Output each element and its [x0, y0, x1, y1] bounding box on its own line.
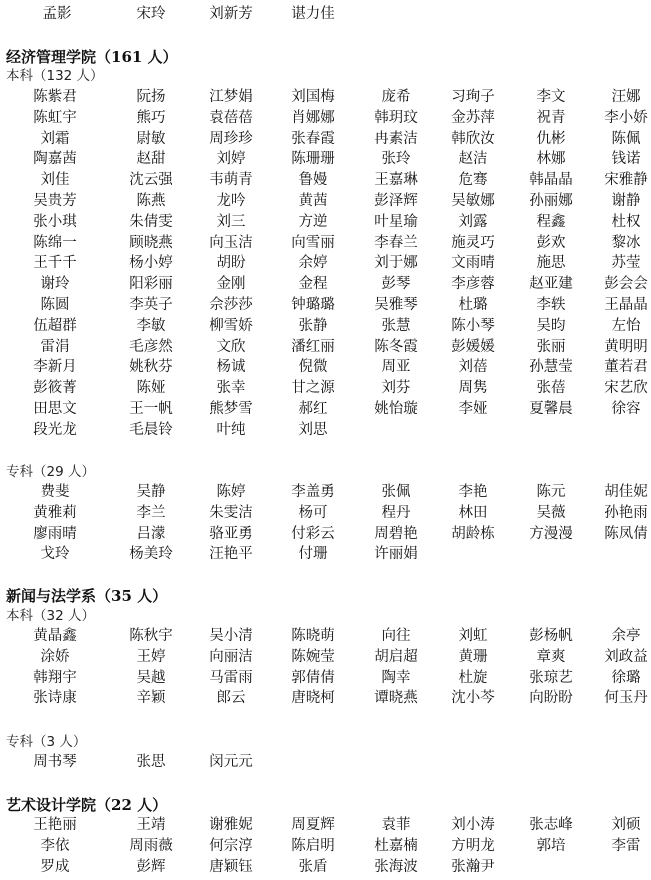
name-cell: 熊巧 — [136, 109, 166, 126]
name-cell: 倪微 — [298, 359, 328, 376]
name-cell: 赵亚建 — [529, 276, 573, 293]
name-cell: 伍超群 — [33, 317, 77, 334]
name-cell: 唐晓柯 — [291, 690, 335, 707]
name-cell: 李文 — [536, 89, 566, 105]
name-cell: 朱倩雯 — [129, 213, 173, 230]
name-cell: 李依 — [40, 837, 70, 854]
name-cell: 胡启超 — [374, 648, 418, 665]
name-row — [0, 836, 651, 857]
name-cell: 韦萌青 — [209, 172, 253, 189]
name-cell: 佘莎莎 — [209, 297, 253, 313]
name-cell: 向玉洁 — [209, 234, 253, 251]
name-cell: 金苏萍 — [451, 109, 495, 126]
name-cell: 谭晓燕 — [374, 690, 418, 707]
name-cell: 龙吟 — [216, 193, 246, 209]
name-row — [0, 857, 651, 878]
name-cell: 姚怡璇 — [374, 401, 418, 417]
name-cell: 张幸 — [216, 380, 246, 397]
name-cell: 程丹 — [381, 504, 411, 521]
name-cell: 陈圆 — [40, 297, 70, 313]
level-heading: 本科（32 人） — [6, 608, 95, 624]
name-cell: 朱雯洁 — [209, 504, 253, 521]
name-cell: 谌力佳 — [291, 6, 335, 22]
name-cell: 吴雅琴 — [374, 297, 418, 313]
name-cell: 袁菲 — [381, 817, 411, 833]
name-cell: 周珍珍 — [209, 130, 253, 147]
name-cell: 马雷雨 — [209, 669, 253, 686]
name-cell: 吴敏娜 — [451, 193, 495, 209]
name-cell: 向丽洁 — [209, 648, 253, 665]
college-heading: 新闻与法学系（35 人） — [6, 587, 168, 605]
name-cell: 李敏 — [136, 317, 166, 334]
name-cell: 付彩云 — [291, 525, 335, 542]
name-cell: 李新月 — [33, 359, 77, 376]
name-cell: 宋玲 — [136, 6, 166, 22]
name-cell: 刘露 — [458, 213, 488, 230]
name-cell: 彭辉 — [136, 858, 166, 875]
name-cell: 张玲 — [381, 151, 411, 168]
name-cell: 张春霞 — [291, 130, 335, 147]
name-cell: 孙丽娜 — [529, 193, 573, 209]
name-cell: 韩玥玟 — [374, 109, 418, 126]
name-cell: 郭倩倩 — [291, 669, 335, 686]
name-cell: 吴贵芳 — [33, 193, 77, 209]
name-row — [0, 191, 651, 212]
name-cell: 毛彦然 — [129, 338, 173, 355]
name-cell: 王嘉琳 — [374, 172, 418, 189]
name-cell: 杨诚 — [216, 359, 246, 376]
name-cell: 刘虹 — [458, 628, 488, 644]
name-cell: 吴薇 — [536, 504, 566, 521]
name-cell: 黄晶鑫 — [33, 628, 77, 644]
name-cell: 彭杨帆 — [529, 628, 573, 644]
name-cell: 陶幸 — [381, 669, 411, 686]
name-row — [0, 212, 651, 233]
college-heading: 经济管理学院（161 人） — [6, 48, 178, 66]
name-cell: 刘思 — [298, 421, 328, 438]
name-cell: 宋艺欣 — [604, 380, 648, 397]
name-cell: 赵甜 — [136, 151, 166, 168]
name-cell: 董若君 — [604, 359, 648, 376]
name-cell: 张蓓 — [536, 380, 566, 397]
name-row — [0, 274, 651, 295]
name-cell: 阮扬 — [136, 89, 166, 105]
name-cell: 郎云 — [216, 690, 246, 707]
name-row — [0, 544, 651, 565]
name-cell: 江梦娟 — [209, 89, 253, 105]
name-row — [0, 316, 651, 337]
name-cell: 王艳丽 — [33, 817, 77, 833]
name-cell: 李春兰 — [374, 234, 418, 251]
name-cell: 周夏辉 — [291, 817, 335, 833]
name-cell: 张瀚尹 — [451, 858, 495, 875]
name-cell: 吴越 — [136, 669, 166, 686]
name-cell: 刘小涛 — [451, 817, 495, 833]
name-cell: 谢玲 — [40, 276, 70, 293]
name-cell: 陈元 — [536, 484, 566, 500]
name-cell: 熊梦雪 — [209, 401, 253, 417]
name-cell: 何玉丹 — [604, 690, 648, 707]
name-row — [0, 668, 651, 689]
name-cell: 李娅 — [458, 401, 488, 417]
name-row — [0, 752, 651, 773]
name-cell: 叶纯 — [216, 421, 246, 438]
name-row — [0, 87, 651, 108]
name-cell: 苏莹 — [611, 255, 641, 272]
name-cell: 谢静 — [611, 193, 641, 209]
name-cell: 张志峰 — [529, 817, 573, 833]
name-cell: 王婷 — [136, 648, 166, 665]
name-cell: 危骞 — [458, 172, 488, 189]
name-row — [0, 253, 651, 274]
name-cell: 廖雨晴 — [33, 525, 77, 542]
name-cell: 张海波 — [374, 858, 418, 875]
name-cell: 刘三 — [216, 213, 246, 230]
name-cell: 彭欢 — [536, 234, 566, 251]
level-heading: 本科（132 人） — [6, 68, 104, 84]
name-cell: 吴静 — [136, 484, 166, 500]
name-cell: 刘于娜 — [374, 255, 418, 272]
name-cell: 鲁嫚 — [298, 172, 328, 189]
name-cell: 彭琴 — [381, 276, 411, 293]
name-cell: 余婷 — [298, 255, 328, 272]
name-cell: 林娜 — [536, 151, 566, 168]
name-cell: 杜璐 — [458, 297, 488, 313]
name-cell: 沈云强 — [129, 172, 173, 189]
name-cell: 施灵巧 — [451, 234, 495, 251]
name-cell: 陈紫君 — [33, 89, 77, 105]
name-row — [0, 108, 651, 129]
name-cell: 刘新芳 — [209, 6, 253, 22]
name-cell: 王千千 — [33, 255, 77, 272]
name-cell: 谢雅妮 — [209, 817, 253, 833]
name-cell: 钟璐璐 — [291, 297, 335, 313]
name-cell: 刘婷 — [216, 151, 246, 168]
name-row — [0, 815, 651, 836]
name-cell: 辛颖 — [136, 690, 166, 707]
name-cell: 杨可 — [298, 504, 328, 521]
name-cell: 毛晨铃 — [129, 421, 173, 438]
name-cell: 张思 — [136, 754, 166, 770]
name-cell: 陈娅 — [136, 380, 166, 397]
name-cell: 徐容 — [611, 401, 641, 417]
name-cell: 郭培 — [536, 837, 566, 854]
name-cell: 张小琪 — [33, 213, 77, 230]
name-cell: 李彦蓉 — [451, 276, 495, 293]
name-row — [0, 233, 651, 254]
name-cell: 刘霜 — [40, 130, 70, 147]
name-cell: 李艳 — [458, 484, 488, 500]
name-cell: 黄茜 — [298, 193, 328, 209]
name-cell: 陈婉莹 — [291, 648, 335, 665]
name-cell: 金程 — [298, 276, 328, 293]
name-cell: 周雨薇 — [129, 837, 173, 854]
name-cell: 张丽 — [536, 338, 566, 355]
name-row — [0, 524, 651, 545]
name-cell: 庞希 — [381, 89, 411, 105]
name-cell: 胡龄栋 — [451, 525, 495, 542]
name-cell: 顾晓燕 — [129, 234, 173, 251]
name-cell: 刘佳 — [40, 172, 70, 189]
name-cell: 陈小琴 — [451, 317, 495, 334]
name-cell: 费斐 — [40, 484, 70, 500]
name-cell: 韩翔宇 — [33, 669, 77, 686]
name-cell: 吕濛 — [136, 525, 166, 542]
name-cell: 文欣 — [216, 338, 246, 355]
name-cell: 程鑫 — [536, 213, 566, 230]
name-cell: 仇彬 — [536, 130, 566, 147]
name-cell: 许丽娟 — [374, 546, 418, 563]
name-cell: 张慧 — [381, 317, 411, 334]
name-cell: 余亭 — [611, 628, 641, 644]
name-cell: 李小娇 — [604, 109, 648, 126]
name-cell: 黄明明 — [604, 338, 648, 355]
name-cell: 汪艳平 — [209, 546, 253, 563]
name-cell: 段光龙 — [33, 421, 77, 438]
name-cell: 文雨晴 — [451, 255, 495, 272]
name-cell: 王晶晶 — [604, 297, 648, 313]
name-cell: 黄珊 — [458, 648, 488, 665]
name-row — [0, 149, 651, 170]
name-cell: 沈小芩 — [451, 690, 495, 707]
name-cell: 宋雅静 — [604, 172, 648, 189]
name-row — [0, 170, 651, 191]
name-cell: 赵洁 — [458, 151, 488, 168]
name-cell: 韩欣汝 — [451, 130, 495, 147]
name-cell: 张佩 — [381, 484, 411, 500]
name-cell: 尉敏 — [136, 130, 166, 147]
name-cell: 李英子 — [129, 297, 173, 313]
name-cell: 孟影 — [42, 6, 72, 22]
name-cell: 张琼艺 — [529, 669, 573, 686]
name-row — [0, 688, 651, 709]
name-row — [0, 647, 651, 668]
name-cell: 孙艳雨 — [604, 504, 648, 521]
name-cell: 黎冰 — [611, 234, 641, 251]
name-cell: 章爽 — [536, 648, 566, 665]
name-cell: 陈凤倩 — [604, 525, 648, 542]
name-cell: 杨小婷 — [129, 255, 173, 272]
name-cell: 彭媛媛 — [451, 338, 495, 355]
name-cell: 李兰 — [136, 504, 166, 521]
name-cell: 田思文 — [33, 401, 77, 417]
name-cell: 潘红丽 — [291, 338, 335, 355]
name-row — [0, 129, 651, 150]
name-cell: 张静 — [298, 317, 328, 334]
name-cell: 祝青 — [536, 109, 566, 126]
name-cell: 闵元元 — [209, 754, 253, 770]
name-cell: 罗成 — [40, 858, 70, 875]
name-cell: 阳彩丽 — [129, 276, 173, 293]
name-cell: 夏馨晨 — [529, 401, 573, 417]
name-row — [0, 626, 651, 647]
name-cell: 甘之源 — [291, 380, 335, 397]
name-row — [0, 295, 651, 316]
name-cell: 陈燕 — [136, 193, 166, 209]
name-cell: 胡佳妮 — [604, 484, 648, 500]
name-cell: 李盖勇 — [291, 484, 335, 500]
name-cell: 周书琴 — [33, 754, 77, 770]
name-cell: 金刚 — [216, 276, 246, 293]
name-cell: 方逆 — [298, 213, 328, 230]
name-cell: 张诗康 — [33, 690, 77, 707]
name-cell: 叶星瑜 — [374, 213, 418, 230]
name-cell: 袁蓓蓓 — [209, 109, 253, 126]
name-cell: 刘蓓 — [458, 359, 488, 376]
name-cell: 习珣子 — [451, 89, 495, 105]
name-cell: 林田 — [458, 504, 488, 521]
name-cell: 方漫漫 — [529, 525, 573, 542]
name-cell: 杜旋 — [458, 669, 488, 686]
name-cell: 刘硕 — [611, 817, 641, 833]
name-cell: 张盾 — [298, 858, 328, 875]
name-cell: 胡盼 — [216, 255, 246, 272]
name-cell: 唐颖钰 — [209, 858, 253, 875]
name-cell: 彭会会 — [604, 276, 648, 293]
name-cell: 雷涓 — [40, 338, 70, 355]
name-cell: 王靖 — [136, 817, 166, 833]
name-cell: 陈启明 — [291, 837, 335, 854]
name-row — [0, 503, 651, 524]
name-cell: 吴昀 — [536, 317, 566, 334]
name-row — [0, 420, 651, 441]
name-cell: 姚秋芬 — [129, 359, 173, 376]
name-cell: 陈绵一 — [33, 234, 77, 251]
name-cell: 陈秋宇 — [129, 628, 173, 644]
college-heading: 艺术设计学院（22 人） — [6, 796, 168, 814]
name-cell: 周隽 — [458, 380, 488, 397]
name-cell: 王一帆 — [129, 401, 173, 417]
name-cell: 汪娜 — [611, 89, 641, 105]
name-cell: 陶嘉茜 — [33, 151, 77, 168]
name-cell: 韩晶晶 — [529, 172, 573, 189]
name-cell: 陈婷 — [216, 484, 246, 500]
name-cell: 柳雪娇 — [209, 317, 253, 334]
name-row — [0, 378, 651, 399]
name-cell: 彭泽辉 — [374, 193, 418, 209]
name-cell: 徐璐 — [611, 669, 641, 686]
name-cell: 涂娇 — [40, 648, 70, 665]
name-cell: 何宗淳 — [209, 837, 253, 854]
name-cell: 钱诺 — [611, 151, 641, 168]
name-cell: 陈虹宇 — [33, 109, 77, 126]
name-cell: 黄雅莉 — [33, 504, 77, 521]
name-row — [0, 482, 651, 503]
name-cell: 陈佩 — [611, 130, 641, 147]
name-cell: 杜权 — [611, 213, 641, 230]
name-cell: 孙慧莹 — [529, 359, 573, 376]
name-row — [0, 337, 651, 358]
name-cell: 周碧艳 — [374, 525, 418, 542]
name-cell: 刘芬 — [381, 380, 411, 397]
name-cell: 刘政益 — [604, 648, 648, 665]
name-cell: 付珊 — [298, 546, 328, 563]
name-cell: 陈冬霞 — [374, 338, 418, 355]
name-cell: 陈晓萌 — [291, 628, 335, 644]
name-cell: 刘国梅 — [291, 89, 335, 105]
name-cell: 向雪丽 — [291, 234, 335, 251]
name-cell: 陈珊珊 — [291, 151, 335, 168]
name-cell: 李雷 — [611, 837, 641, 854]
name-row — [0, 399, 651, 420]
name-cell: 施思 — [536, 255, 566, 272]
name-cell: 吴小清 — [209, 628, 253, 644]
name-cell: 杜嘉楠 — [374, 837, 418, 854]
name-cell: 冉素洁 — [374, 130, 418, 147]
name-cell: 李轶 — [536, 297, 566, 313]
name-cell: 肖娜娜 — [291, 109, 335, 126]
name-cell: 向往 — [381, 628, 411, 644]
name-cell: 左怡 — [611, 317, 641, 334]
name-cell: 向盼盼 — [529, 690, 573, 707]
name-cell: 郝红 — [298, 401, 328, 417]
name-row — [0, 357, 651, 378]
name-cell: 戈玲 — [40, 546, 70, 563]
name-cell: 方明龙 — [451, 837, 495, 854]
name-cell: 骆亚勇 — [209, 525, 253, 542]
level-heading: 专科（3 人） — [6, 734, 87, 750]
name-cell: 彭筱菁 — [33, 380, 77, 397]
name-row — [0, 4, 651, 25]
name-cell: 杨美玲 — [129, 546, 173, 563]
level-heading: 专科（29 人） — [6, 464, 95, 480]
name-cell: 周亚 — [381, 359, 411, 376]
